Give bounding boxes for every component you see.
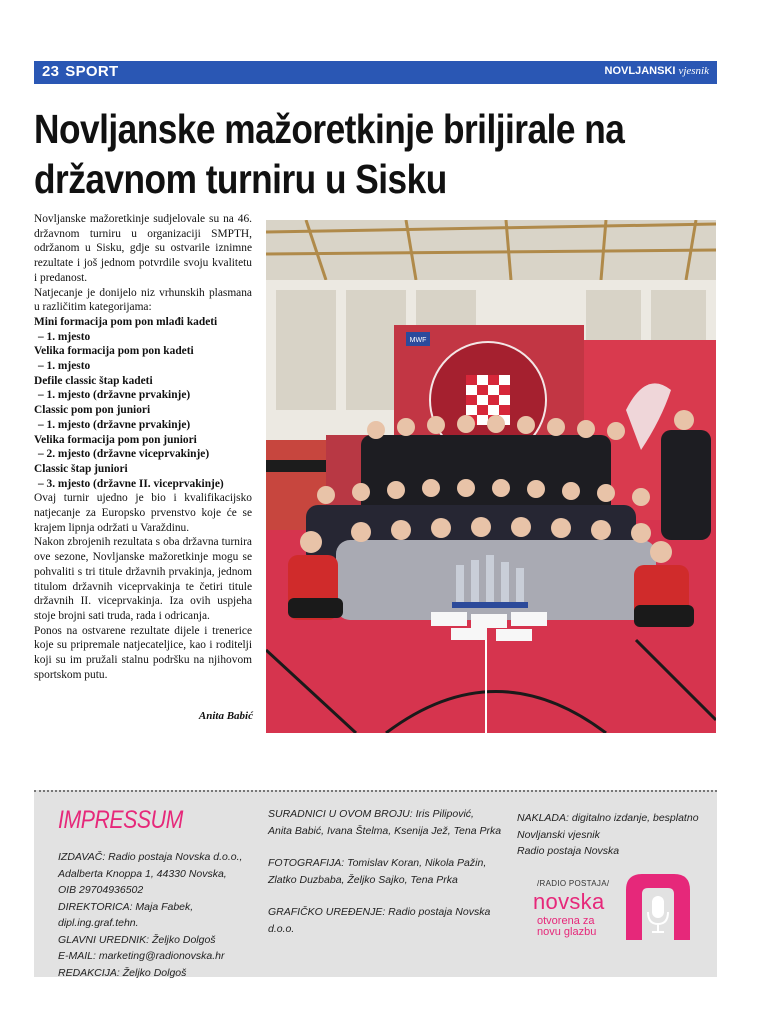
edition-line: NAKLADA: digitalno izdanje, besplatno [517,812,699,824]
radio-logo-small-text: /RADIO POSTAJA/ [537,879,610,888]
section-name: SPORT [65,63,119,80]
team-photo-illustration [266,220,716,733]
impressum-line: GLAVNI UREDNIK: Željko Dolgoš [58,933,216,946]
article-paragraph-4: Ponos na ostvarene rezultate dijele i trenerice koje su pripremale natjecateljice, kao i roditelji koji su im pružali stalnu podršku na njihovom sportskom putu. [34,624,252,681]
graphic-design-line: GRAFIČKO UREĐENJE: Radio postaja Novska d.o.o. [268,906,491,935]
radio-logo-name: novska [533,889,605,914]
contributors-line-1: SURADNICI U OVOM BROJU: Iris Pilipović, [268,808,474,820]
brand-light: vjesnik [678,65,709,77]
impressum-publisher-column [58,849,248,981]
headline-line-2: državnom turniru u Sisku [34,156,447,202]
page-number: 23 [42,63,60,80]
result-category: Classic pom pon juniori [34,404,151,417]
edition-line: Radio postaja Novska [517,845,620,857]
impressum-line: DIREKTORICA: Maja Fabek, dipl.ing.graf.tehn. [58,900,194,929]
result-category: Velika formacija pom pon juniori [34,433,197,446]
photography-line-1: FOTOGRAFIJA: Tomislav Koran, Nikola Pažin, [268,857,487,869]
section-header-bar [34,61,717,84]
result-category: Classic štap juniori [34,462,128,475]
radio-logo-slogan [537,916,596,938]
result-place: – 3. mjesto (državne II. viceprvakinje) [38,477,224,490]
result-category: Defile classic štap kadeti [34,374,153,387]
impressum-edition-column [517,810,707,860]
article-intro: Novljanske mažoretkinje sudjelovale su na 46. državnom turniru u organizaciji SMPTH, održanom u Sisku, gdje su ostvarile iznimne rezultate i još jednom potvrdile svoju kvalitetu i predanost. [34,213,252,284]
photography-line-2: Zlatko Duzbaba, Željko Sajko, Tena Prka [268,873,458,886]
impressum-title: IMPRESSUM [58,806,183,834]
article-paragraph-2: Ovaj turnir ujedno je bio i kvalifikacijsko natjecanje za Europsko prvenstvo koje će se krajem lipnja održati u Varaždinu. [34,492,252,534]
edition-line: Novljanski vjesnik [517,828,600,841]
result-place: – 1. mjesto (državne prvakinje) [38,418,191,431]
result-place: – 1. mjesto (državne prvakinje) [38,389,191,402]
impressum-email[interactable]: E-MAIL: marketing@radionovska.hr [58,950,225,962]
impressum-contributors-column [268,806,508,937]
microphone-icon [622,872,694,940]
impressum-box [34,790,717,977]
publication-brand [605,65,709,77]
result-place: – 1. mjesto [38,330,91,343]
article-paragraph-3: Nakon zbrojenih rezultata s oba državna turnira ove sezone, Novljanske mažoretkinje mogu se pohvaliti s tri titule državnih prvakinja, jednom titulom državnih viceprvakinja te četiri titule državnih II. viceprvakinja. Iza ovih uspjeha stoje brojni sati truda, rada i odricanja. [34,536,252,622]
croatian-shield [466,375,510,425]
impressum-line: REDAKCIJA: Željko Dolgoš [58,966,187,979]
article-lead: Natjecanje je donijelo niz vrhunskih plasmana u različitim kategorijama: [34,286,252,314]
section-label [42,63,118,80]
radio-novska-logo [525,872,695,952]
impressum-line: OIB 29704936502 [58,884,144,896]
headline-line-1: Novljanske mažoretkinje briljirale na [34,106,625,152]
brand-bold: NOVLJANSKI [604,65,676,77]
contributors-line-2: Anita Babić, Ivana Štelma, Ksenija Jež, Tena Prka [268,824,502,837]
result-place: – 1. mjesto [38,360,91,373]
impressum-line: IZDAVAČ: Radio postaja Novska d.o.o., [58,851,243,863]
radio-slogan-line-1: otvorena za [537,915,595,927]
result-category: Mini formacija pom pon mlađi kadeti [34,315,218,328]
radio-slogan-line-2: novu glazbu [537,926,597,938]
article-headline [34,104,627,204]
mwf-badge-text: MWF [409,337,427,344]
result-category: Velika formacija pom pon kadeti [34,345,194,358]
team-photo [266,220,716,733]
impressum-line: Adalberta Knoppa 1, 44330 Novska, [58,867,227,880]
result-place: – 2. mjesto (državne viceprvakinje) [38,448,210,461]
article-author: Anita Babić [198,710,253,722]
article-body [34,212,252,683]
